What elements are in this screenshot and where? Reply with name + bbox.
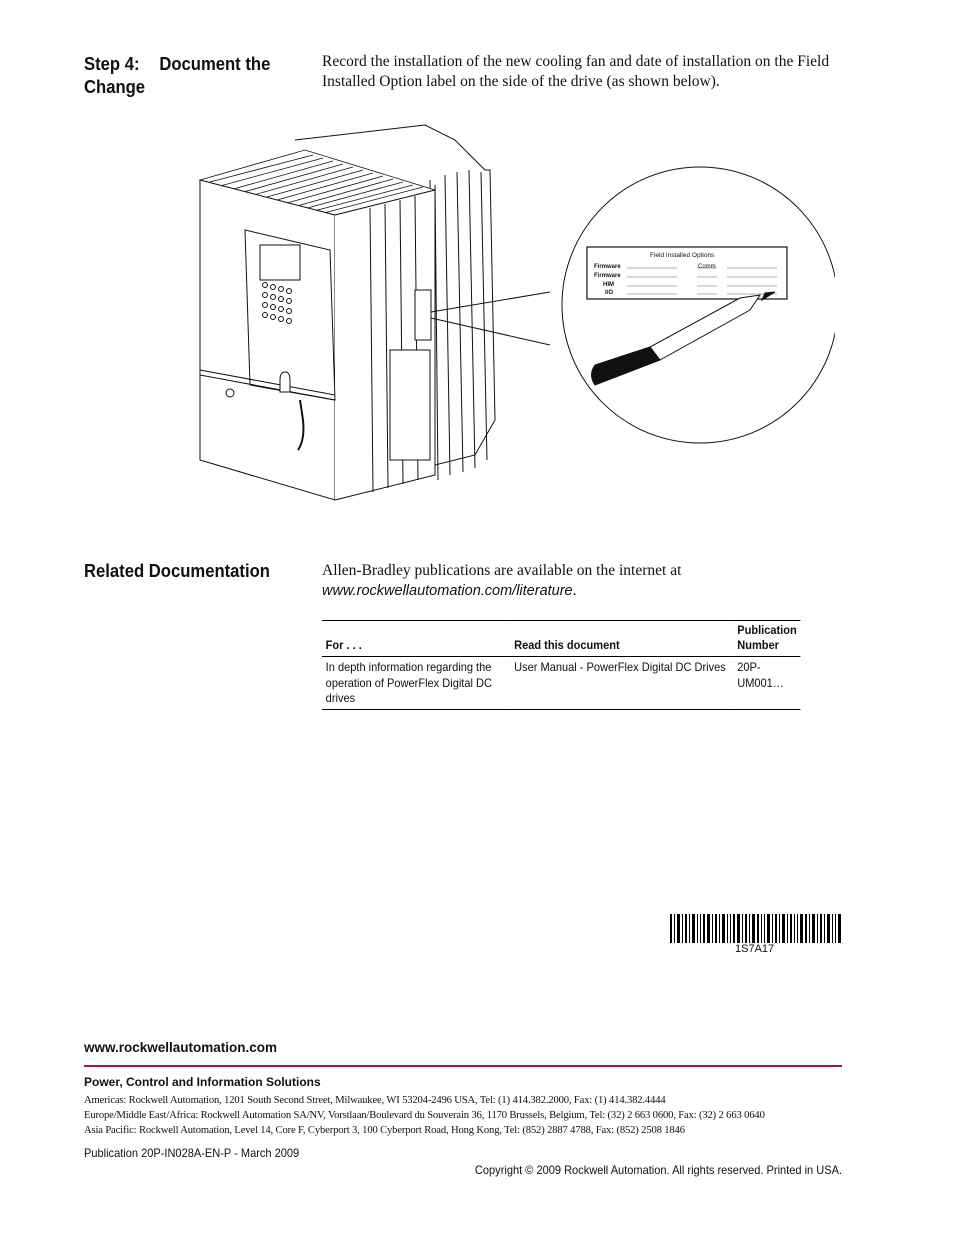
step-title-line1: Document the: [159, 53, 271, 74]
footer-tagline: Power, Control and Information Solutions: [84, 1075, 321, 1089]
related-intro: [322, 561, 852, 601]
label-row-him: HIM: [603, 282, 614, 288]
footer-divider: [84, 1065, 842, 1067]
header-pub: [734, 621, 801, 657]
step-number: Step 4:: [84, 53, 140, 74]
header-for: For . . .: [322, 621, 510, 657]
footer-url[interactable]: www.rockwellautomation.com: [84, 1040, 278, 1055]
label-row-firmware-1: Firmware: [594, 264, 621, 270]
copyright: Copyright © 2009 Rockwell Automation. All rights reserved. Printed in USA.: [474, 1163, 842, 1177]
address-asia: Asia Pacific: Rockwell Automation, Level 14, Core F, Cyberport 3, 100 Cyberport Road, Hong Kong, Tel: (852) 2887 4788, Fax: (852) 2508 1846: [84, 1125, 685, 1136]
related-intro-text: Allen-Bradley publications are available on the internet at: [322, 562, 682, 579]
label-row-io: I/O: [605, 290, 614, 296]
drive-figure: [195, 120, 835, 515]
barcode-text: 1S7A17: [735, 943, 775, 955]
step-heading: [84, 52, 278, 98]
url-suffix: .: [572, 582, 577, 599]
address-emea: Europe/Middle East/Africa: Rockwell Automation SA/NV, Vorstlaan/Boulevard du Souverain 36, 1170 Brussels, Belgium, Tel: (32) 2 663 0600, Fax: (32) 2 663 0640: [84, 1110, 765, 1121]
publication-number: Publication 20P-IN028A-EN-P - March 2009: [84, 1146, 300, 1160]
header-read: Read this document: [510, 621, 733, 657]
table-row: [322, 657, 800, 710]
label-title: Field Installed Options: [650, 252, 715, 259]
table-header-row: [322, 621, 800, 657]
related-docs-table: [322, 620, 800, 710]
header-pub-line2: Number: [737, 638, 779, 652]
barcode: [670, 914, 841, 943]
cell-read: User Manual - PowerFlex Digital DC Drives: [510, 657, 733, 710]
header-pub-line1: Publication: [737, 623, 797, 637]
step-title-line2: Change: [84, 76, 146, 97]
literature-link[interactable]: www.rockwellautomation.com/literature: [322, 583, 573, 599]
step-body-text: Record the installation of the new cooling fan and date of installation on the Field Installed Option label on the side of the drive (as shown below).: [322, 53, 830, 90]
label-comm: Comm: [698, 264, 716, 270]
label-row-firmware-2: Firmware: [594, 273, 621, 279]
cell-pub: 20P-UM001…: [734, 657, 801, 710]
cell-for: In depth information regarding the operation of PowerFlex Digital DC drives: [322, 657, 510, 710]
related-heading: Related Documentation: [84, 560, 270, 581]
address-americas: Americas: Rockwell Automation, 1201 South Second Street, Milwaukee, WI 53204-2496 USA, Tel: (1) 414.382.2000, Fax: (1) 414.382.4444: [84, 1095, 666, 1106]
